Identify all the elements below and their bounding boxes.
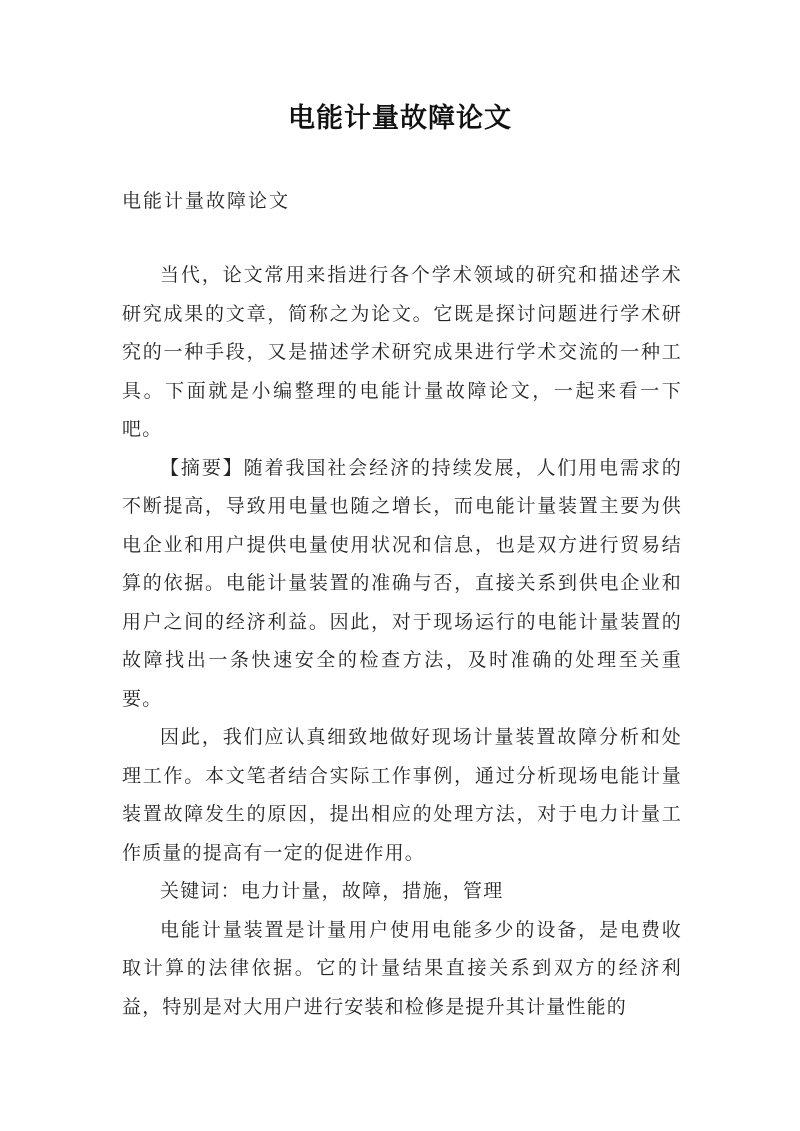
document-title: 电能计量故障论文 (288, 103, 512, 134)
document-body (122, 256, 682, 1026)
paragraph-intro: 当代，论文常用来指进行各个学术领域的研究和描述学术研究成果的文章，简称之为论文。它既是探讨问题进行学术研究的一种手段，又是描述学术研究成果进行学术交流的一种工具。下面就是小编整理的电能计量故障论文，一起来看一下吧。 (122, 264, 682, 440)
paragraph-body-start: 电能计量装置是计量用户使用电能多少的设备，是电费收取计算的法律依据。它的计量结果直接关系到双方的经济利益，特别是对大用户进行安装和检修是提升其计量性能的 (122, 918, 682, 1018)
paragraph-abstract: 【摘要】随着我国社会经济的持续发展，人们用电需求的不断提高，导致用电量也随之增长，而电能计量装置主要为供电企业和用户提供电量使用状况和信息，也是双方进行贸易结算的依据。电能计量装置的准确与否，直接关系到供电企业和用户之间的经济利益。因此，对于现场运行的电能计量装置的故障找出一条快速安全的检查方法，及时准确的处理至关重要。 (122, 456, 682, 710)
document-subtitle: 电能计量故障论文 (122, 190, 291, 212)
paragraph-purpose: 因此，我们应认真细致地做好现场计量装置故障分析和处理工作。本文笔者结合实际工作事例，通过分析现场电能计量装置故障发生的原因，提出相应的处理方法，对于电力计量工作质量的提高有一定的促进作用。 (122, 726, 682, 864)
paragraph-keywords: 关键词：电力计量，故障，措施，管理 (160, 880, 504, 902)
